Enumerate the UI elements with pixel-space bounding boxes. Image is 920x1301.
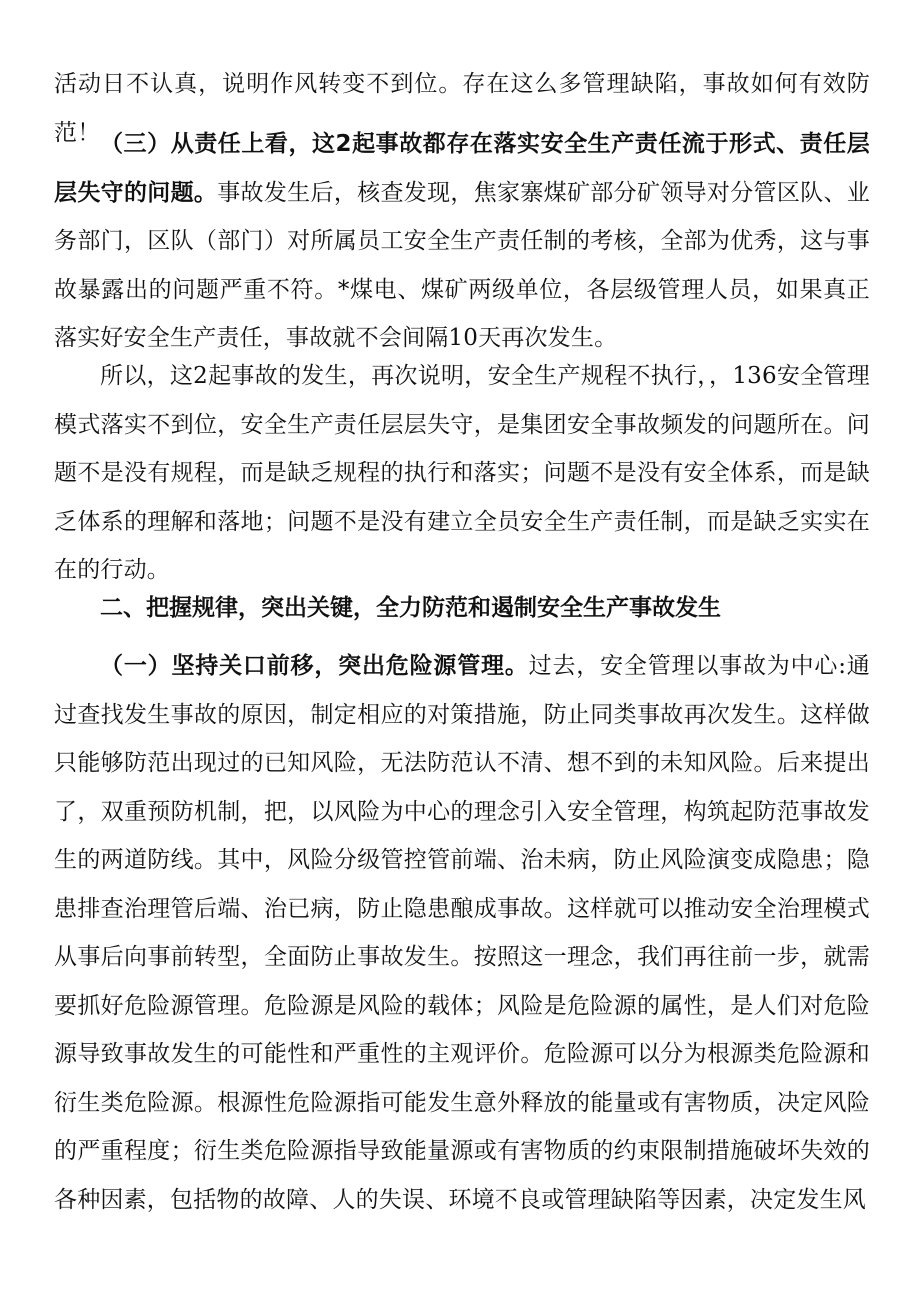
paragraph-text: 所以，这2起事故的发生，再次说明，安全生产规程不执行，，136安全管理模式落实不到位，安全生产责任层层失守，是集团安全事故频发的问题所在。问题不是没有规程，而是缺乏规程的执行和落实；问题不是没有安全体系，而是缺乏体系的理解和落地；问题不是没有建立全员安全生产责任制，而是缺乏实实在在的行动。 [54,363,870,583]
paragraph-summary [54,352,870,595]
paragraph-text: 事故发生后，核查发现，焦家寨煤矿部分矿领导对分管区队、业务部门，区队（部门）对所属员工安全生产责任制的考核，全部为优秀，这与事故暴露出的问题严重不符。*煤电、煤矿两级单位，各层级管理人员，如果真正落实好安全生产责任，事故就不会间隔10天再次发生。 [54,179,870,351]
paragraph-responsibility [54,120,870,363]
paragraph-text: 活动日不认真，说明作风转变不到位。存在这么多管理缺陷，事故如何有效防范！ [54,71,870,146]
paragraph-text: 过去，安全管理以事故为中心:通过查找发生事故的原因，制定相应的对策措施，防止同类事故再次发生。这样做只能够防范出现过的已知风险，无法防范认不清、想不到的未知风险。后来提出了，双重预防机制，把，以风险为中心的理念引入安全管理，构筑起防范事故发生的两道防线。其中，风险分级管控管前端、治未病，防止风险演变成隐患；隐患排查治理管后端、治已病，防止隐患酿成事故。这样就可以推动安全治理模式从事后向事前转型，全面防止事故发生。按照这一理念，我们再往前一步，就需要抓好危险源管理。危险源是风险的载体；风险是危险源的属性，是人们对危险源导致事故发生的可能性和严重性的主观评价。危险源可以分为根源类危险源和衍生类危险源。根源性危险源指可能发生意外释放的能量或有害物质，决定风险的严重程度；衍生类危险源指导致能量源或有害物质的约束限制措施破坏失效的各种因素，包括物的故障、人的失误、环境不良或管理缺陷等因素，决定发生风 [54,653,870,1213]
paragraph-lead-heading: （一）坚持关口前移，突出危险源管理。 [100,653,529,679]
paragraph-lead-heading: （三）从责任上看，这2起事故都存在落实安全生产责任流于形式、责任层层失守的问题。 [54,131,870,206]
section-heading: 二、把握规律，突出关键，全力防范和遏制安全生产事故发生 [100,595,721,621]
paragraph-hazard-management [54,642,870,1224]
